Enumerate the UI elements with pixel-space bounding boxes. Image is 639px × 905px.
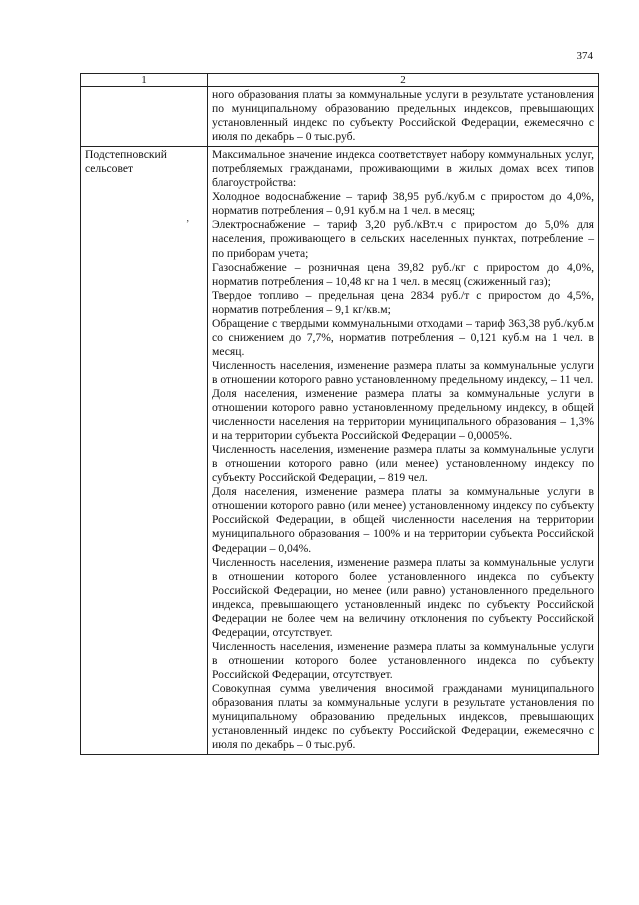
paragraph-population-more: Численность населения, изменение размера платы за коммунальные услуги в отношении которого более установленного индекса по субъекту Российской Федерации, отсутствует.: [212, 639, 594, 681]
content-cell: [208, 87, 599, 147]
table-row: [81, 87, 599, 147]
paragraph-share-equal: Доля населения, изменение размера платы за коммунальные услуги в отношении которого равно установленному предельному индексу, в общей численности населения на территории муниципального образования – 1,3% и на территории субъекта Российской Федерации – 0,0005%.: [212, 386, 594, 443]
document-table: [80, 73, 599, 755]
paragraph-population-between: Численность населения, изменение размера платы за коммунальные услуги в отношении которого более установленного индекса по субъекту Российской Федерации, но менее (или равно) установленного предельного индекса, превышающего установленный индекс по субъекту Российской Федерации не более чем на величину отклонения по субъекту Российской Федерации, отсутствует.: [212, 555, 594, 639]
paragraph-population-equal: Численность населения, изменение размера платы за коммунальные услуги в отношении которого равно установленному предельному индексу, – 11 чел.: [212, 358, 594, 386]
region-cell: [81, 87, 208, 147]
column-header-2: 2: [208, 74, 599, 87]
content-cell: [208, 147, 599, 755]
paragraph-population-less: Численность населения, изменение размера платы за коммунальные услуги в отношении которого равно (или менее) установленному индексу по субъекту Российской Федерации, – 819 чел.: [212, 443, 594, 485]
scan-mark: ’: [186, 219, 190, 230]
column-header-1: 1: [81, 74, 208, 87]
paragraph-solid-fuel: Твердое топливо – предельная цена 2834 руб./т с приростом до 4,5%, норматив потребления – 9,1 кг/кв.м;: [212, 288, 594, 316]
paragraph: ного образования платы за коммунальные услуги в результате установления по муниципальному образованию предельных индексов, превышающих установленный индекс по субъекту Российской Федерации, ежемесячно с июля по декабрь – 0 тыс.руб.: [212, 88, 594, 144]
table-header-row: [81, 74, 599, 87]
paragraph-intro: Максимальное значение индекса соответствует набору коммунальных услуг, потребляемых гражданами, проживающими в жилых домах всех типов благоустройства:: [212, 148, 594, 190]
paragraph-gas: Газоснабжение – розничная цена 39,82 руб./кг с приростом до 4,0%, норматив потребления – 10,48 кг на 1 чел. в месяц (сжиженный газ);: [212, 260, 594, 288]
page-number: 374: [576, 50, 593, 62]
table-row: [81, 147, 599, 755]
paragraph-waste: Обращение с твердыми коммунальными отходами – тариф 363,38 руб./куб.м со снижением до 7,7%, норматив потребления – 0,121 куб.м на 1 чел. в месяц.: [212, 316, 594, 358]
paragraph-share-less: Доля населения, изменение размера платы за коммунальные услуги в отношении которого равно (или менее) установленному индексу по субъекту Российской Федерации, в общей численности населения на территории муниципального образования – 100% и на территории субъекта Российской Федерации – 0,04%.: [212, 485, 594, 555]
region-cell: Подстепновский сельсовет: [81, 147, 208, 755]
paragraph-electricity: Электроснабжение – тариф 3,20 руб./кВт.ч с приростом до 5,0% для населения, проживающего в сельских населенных пунктах, потребление – по приборам учета;: [212, 218, 594, 260]
paragraph-cold-water: Холодное водоснабжение – тариф 38,95 руб./куб.м с приростом до 4,0%, норматив потребления – 0,91 куб.м на 1 чел. в месяц;: [212, 190, 594, 218]
paragraph-total-sum: Совокупная сумма увеличения вносимой гражданами муниципального образования платы за коммунальные услуги в результате установления по муниципальному образованию предельных индексов, превышающих установленный индекс по субъекту Российской Федерации, ежемесячно с июля по декабрь – 0 тыс.руб.: [212, 681, 594, 752]
